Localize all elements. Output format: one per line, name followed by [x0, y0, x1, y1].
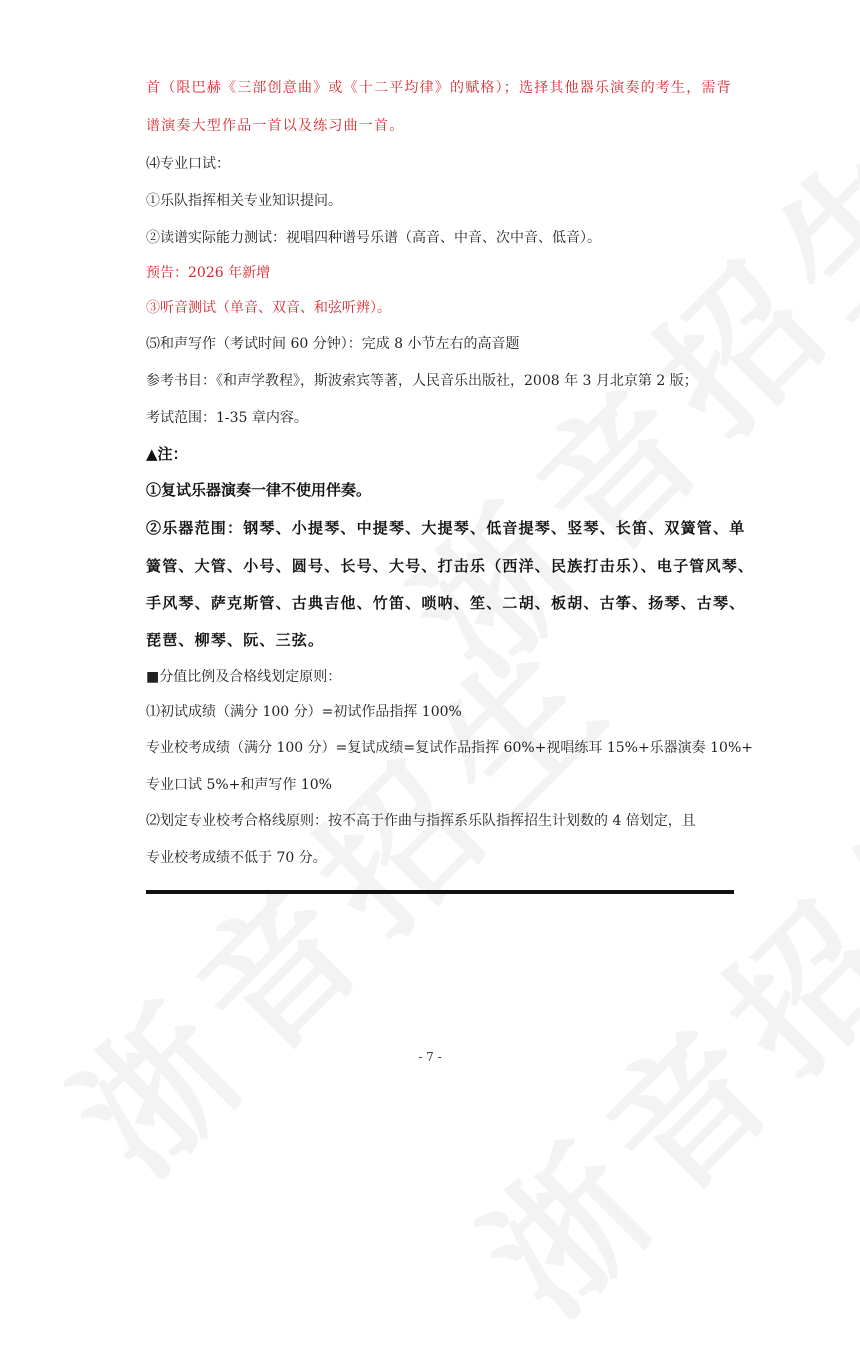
note-item: ②乐器范围：钢琴、小提琴、中提琴、大提琴、低音提琴、竖琴、长笛、双簧管、单 — [146, 519, 746, 537]
section-heading: ■分值比例及合格线划定原则： — [146, 669, 342, 685]
paragraph-line: 参考书目：《和声学教程》，斯波索宾等著，人民音乐出版社，2008 年 3 月北京第 2 版； — [146, 373, 698, 389]
note-heading: ▲注： — [146, 445, 188, 463]
watermark-text — [360, 79, 860, 713]
section-heading: ⑸和声写作（考试时间 60 分钟）：完成 8 小节左右的高音题 — [146, 336, 520, 352]
list-item: ①乐队指挥相关专业知识提问。 — [146, 193, 342, 209]
paragraph-line: 专业校考成绩（满分 100 分）=复试成绩=复试作品指挥 60%+视唱练耳 15%+乐器演奏 10%+ — [146, 740, 753, 756]
paragraph-line: ⑴初试成绩（满分 100 分）=初试作品指挥 100% — [146, 704, 462, 720]
paragraph-line: 专业校考成绩不低于 70 分。 — [146, 850, 327, 866]
note-item: 琵琶、柳琴、阮、三弦。 — [146, 631, 325, 649]
paragraph-line: 专业口试 5%+和声写作 10% — [146, 777, 332, 793]
notice-line: 预告：2026 年新增 — [146, 265, 271, 281]
page-number: - 7 - — [418, 1050, 442, 1064]
list-item: ②读谱实际能力测试：视唱四种谱号乐谱（高音、中音、次中音、低音）。 — [146, 230, 601, 246]
paragraph-line: 考试范围：1-35 章内容。 — [146, 410, 308, 426]
note-item: ①复试乐器演奏一律不使用伴奏。 — [146, 481, 372, 499]
note-item: 簧管、大管、小号、圆号、长号、大号、打击乐（西洋、民族打击乐）、电子管风琴、 — [146, 557, 755, 575]
paragraph-line: 首（限巴赫《三部创意曲》或《十二平均律》的赋格）；选择其他器乐演奏的考生，需背 — [146, 80, 732, 96]
paragraph-line: 谱演奏大型作品一首以及练习曲一首。 — [146, 118, 405, 134]
note-item: 手风琴、萨克斯管、古典吉他、竹笛、唢呐、笙、二胡、板胡、古筝、扬琴、古琴、 — [146, 594, 746, 612]
section-divider — [146, 890, 734, 894]
paragraph-line: ⑵划定专业校考合格线原则：按不高于作曲与指挥系乐队指挥招生计划数的 4 倍划定，且 — [146, 813, 696, 829]
list-item: ③听音测试（单音、双音、和弦听辨）。 — [146, 300, 391, 316]
section-heading: ⑷专业口试： — [146, 156, 230, 172]
